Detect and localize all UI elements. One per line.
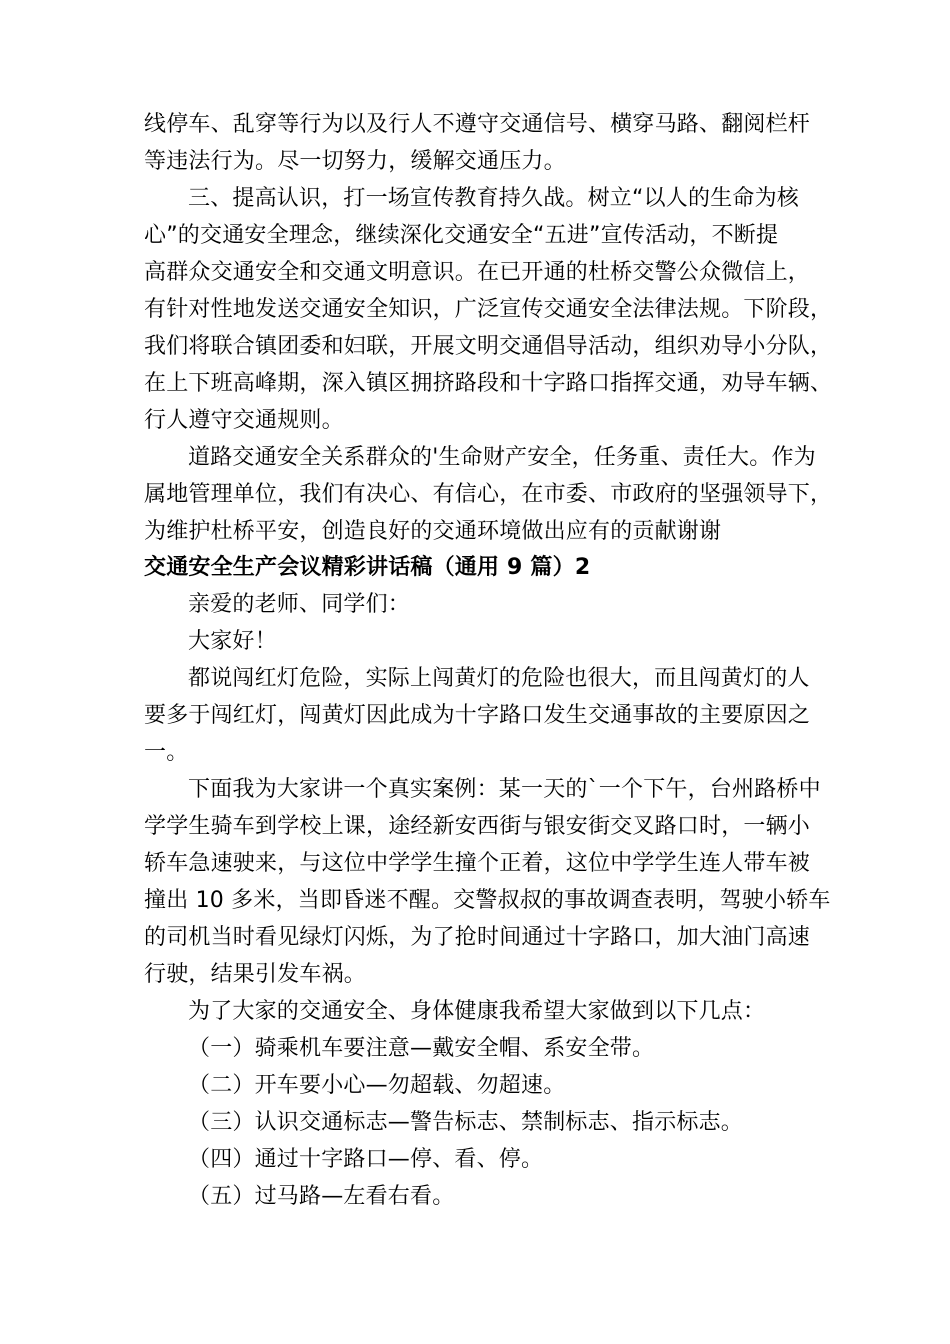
paragraph-line: 行人遵守交通规则。 — [144, 408, 344, 433]
paragraph-line: 的司机当时看见绿灯闪烁，为了抢时间通过十字路口，加大油门高速 — [144, 925, 811, 950]
paragraph-line: 属地管理单位，我们有决心、有信心，在市委、市政府的坚强领导下， — [144, 482, 833, 507]
list-item: （五）过马路—左看右看。 — [188, 1184, 455, 1209]
paragraph-line: 撞出 10 多米，当即昏迷不醒。交警叔叔的事故调查表明，驾驶小轿车 — [144, 888, 831, 913]
paragraph-line: 我们将联合镇团委和妇联，开展文明交通倡导活动，组织劝导小分队， — [144, 334, 833, 359]
paragraph-line: 轿车急速驶来，与这位中学学生撞个正着，这位中学学生连人带车被 — [144, 851, 811, 876]
paragraph-line: 线停车、乱穿等行为以及行人不遵守交通信号、横穿马路、翻阅栏杆 — [144, 112, 811, 137]
document-page — [144, 106, 834, 1215]
paragraph-line: 学学生骑车到学校上课，途经新安西街与银安街交叉路口时，一辆小 — [144, 814, 811, 839]
paragraph-line: 三、提高认识，打一场宣传教育持久战。树立“以人的生命为核 — [188, 186, 799, 211]
section-heading: 交通安全生产会议精彩讲话稿（通用 9 篇）2 — [144, 555, 591, 580]
salutation-line: 亲爱的老师、同学们： — [188, 592, 411, 617]
paragraph-line: 为维护杜桥平安，创造良好的交通环境做出应有的贡献谢谢 — [144, 519, 722, 544]
paragraph-line: 等违法行为。尽一切努力，缓解交通压力。 — [144, 149, 566, 174]
paragraph-line: 道路交通安全关系群众的'生命财产安全，任务重、责任大。作为 — [188, 445, 816, 470]
paragraph-line: 心”的交通安全理念，继续深化交通安全“五进”宣传活动，不断提 — [144, 223, 779, 248]
list-item: （四）通过十字路口—停、看、停。 — [188, 1147, 544, 1172]
paragraph-line: 行驶，结果引发车祸。 — [144, 962, 367, 987]
paragraph-line: 为了大家的交通安全、身体健康我希望大家做到以下几点： — [188, 999, 766, 1024]
list-item: （三）认识交通标志—警告标志、禁制标志、指示标志。 — [188, 1110, 744, 1135]
list-item: （一）骑乘机车要注意—戴安全帽、系安全带。 — [188, 1036, 655, 1061]
paragraph-line: 下面我为大家讲一个真实案例：某一天的`一个下午，台州路桥中 — [188, 777, 821, 802]
paragraph-line: 一。 — [144, 740, 189, 765]
paragraph-line: 有针对性地发送交通安全知识，广泛宣传交通安全法律法规。下阶段， — [144, 297, 833, 322]
list-item: （二）开车要小心—勿超载、勿超速。 — [188, 1073, 566, 1098]
paragraph-line: 要多于闯红灯，闯黄灯因此成为十字路口发生交通事故的主要原因之 — [144, 703, 811, 728]
paragraph-line: 高群众交通安全和交通文明意识。在已开通的杜桥交警公众微信上， — [144, 260, 811, 285]
paragraph-line: 都说闯红灯危险，实际上闯黄灯的危险也很大，而且闯黄灯的人 — [188, 666, 810, 691]
paragraph-line: 在上下班高峰期，深入镇区拥挤路段和十字路口指挥交通，劝导车辆、 — [144, 371, 833, 396]
greeting-line: 大家好！ — [188, 629, 277, 654]
